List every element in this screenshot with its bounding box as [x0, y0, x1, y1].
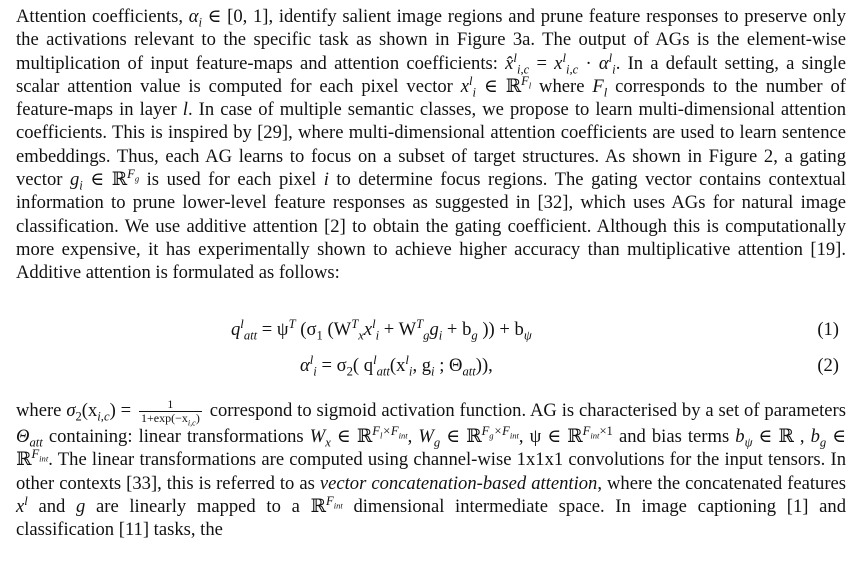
math-sub: ψ: [744, 435, 753, 450]
math-text: (x: [81, 399, 98, 421]
math-text: = ψ: [257, 319, 289, 340]
math-sub: i,c: [187, 418, 196, 428]
math-text: (σ: [295, 319, 317, 340]
math-text: )) + b: [477, 319, 524, 340]
math-sub: ψ: [523, 328, 532, 343]
text: where: [531, 75, 593, 97]
math-text: (W: [322, 319, 352, 340]
italic-term: vector concatenation-based attention: [319, 472, 598, 494]
math-sup: F: [325, 493, 334, 508]
math-text: ,: [407, 426, 419, 447]
math-x: x: [363, 319, 373, 340]
math-sub: i: [612, 62, 616, 77]
math-sub: l: [379, 430, 383, 441]
math-sub: i: [375, 328, 380, 343]
text: correspond to sigmoid activation function. AG is characterised by a set of parameters: [204, 399, 846, 421]
sigmoid-fraction: [139, 397, 202, 428]
text: corresponds to the number of feature-maps in layer: [16, 75, 846, 121]
math-sup: T: [416, 316, 424, 331]
math-b: b: [735, 426, 745, 447]
math-sub: l: [603, 85, 608, 100]
math-text: (x: [389, 355, 406, 376]
text: . In case of multiple semantic classes, we propose to learn multi-dimensional attention coefficients. This is inspired by [29], where multi-dimensional attention coefficients are used to learn sentence embeddings. Thus, each AG learns to focus on a subset of target structures. As shown in Figure 2, a gating vector: [16, 99, 846, 191]
paragraph-sigmoid-definition: [16, 398, 846, 541]
math-sub: att: [462, 364, 476, 379]
math-x: x: [460, 75, 470, 97]
math-sub: att: [243, 328, 258, 343]
math-sup: F: [31, 447, 40, 462]
math-sup: T: [288, 316, 296, 331]
text: , identify salient image regions and prune feature responses to preserve only the activations relevant to the specific task as shown in Figure 3a. The output of AGs is the element-wise multiplication of input feature-maps and attention coefficients:: [16, 6, 846, 74]
math-text: ∈ [0, 1]: [201, 6, 269, 27]
math-sub: 1: [316, 328, 323, 343]
math-sup: ×F: [493, 423, 510, 438]
equation-2: [0, 352, 865, 385]
math-sup: F: [127, 166, 135, 181]
math-sup: F: [481, 423, 490, 438]
math-F: F: [592, 75, 604, 97]
math-sup: l: [309, 352, 314, 367]
math-sub: g: [423, 328, 430, 343]
equation-2-body: [300, 352, 493, 379]
math-W: W: [309, 426, 326, 447]
math-text: ): [195, 411, 200, 425]
text: to determine focus regions. The gating vector contains contextual information to prune lower-level feature responses as suggested in [32], which uses AGs for natural image classification. We use additive attention [2] to obtain the gating coefficient. Although this is computationally more expensive, it has experimentally shown to achieve higher accuracy than multiplicative attention [19]. Additive attention is formulated as follows:: [16, 169, 846, 284]
math-text: ,: [518, 426, 524, 447]
math-sub: att: [376, 364, 390, 379]
math-text: ) =: [109, 399, 137, 421]
math-W: W: [418, 426, 434, 447]
math-sub: i: [438, 328, 443, 343]
math-l: l: [182, 99, 188, 121]
math-sup: l: [469, 73, 473, 88]
math-sup: ×1: [599, 423, 613, 438]
text: and bias terms: [612, 426, 736, 447]
math-sub: 2: [75, 409, 82, 424]
math-sub: i,c: [97, 409, 110, 424]
math-alpha: α: [598, 52, 609, 74]
math-b: b: [810, 426, 820, 447]
math-sub: int: [590, 430, 600, 441]
fraction-denominator: [139, 411, 202, 428]
math-sup: F: [582, 423, 591, 438]
math-text: ∈ ℝ: [16, 426, 847, 471]
math-sub: x: [358, 328, 364, 343]
math-i: i: [323, 169, 329, 191]
math-sup: l: [405, 352, 409, 367]
math-sub: att: [29, 435, 43, 450]
math-sub: g: [433, 435, 441, 450]
text: are linearly mapped to a: [85, 495, 311, 517]
math-sigma: σ: [66, 399, 76, 421]
math-text: 1+exp(−x: [141, 411, 188, 425]
text: . The linear transformations are computed using channel-wise 1x1x1 convolutions for the input tensors. In other contexts [33], this is referred to as: [16, 449, 846, 494]
math-text: + W: [379, 319, 417, 340]
math-sup: l: [373, 352, 377, 367]
math-text: = σ: [316, 355, 347, 376]
math-text: ·: [578, 52, 599, 74]
math-g: g: [70, 169, 80, 191]
math-text: + b: [442, 319, 472, 340]
equation-1-body: [231, 316, 532, 343]
math-sup: T: [351, 316, 359, 331]
math-sub: i: [79, 178, 83, 193]
math-sup: l: [240, 316, 244, 331]
math-text: ∈ ℝ: [440, 426, 482, 447]
math-sub: g: [489, 430, 494, 441]
math-sup: l: [562, 50, 566, 65]
math-sub: i: [408, 364, 413, 379]
math-sup: F: [372, 423, 380, 438]
text: Attention coefficients,: [16, 6, 189, 27]
math-sub: g: [134, 173, 140, 184]
text: and: [27, 495, 77, 517]
math-sup: F: [521, 73, 529, 88]
math-sup: l: [513, 50, 517, 65]
fraction-numerator: 1: [139, 398, 202, 412]
math-xhat: x̂: [505, 52, 514, 74]
math-g: g: [429, 319, 439, 340]
paragraph-attention-coefficients: [16, 5, 846, 285]
math-sub: i: [198, 15, 202, 30]
math-text: ; Θ: [434, 355, 463, 376]
math-sub: g: [471, 328, 478, 343]
text: . In a default setting, a single scalar attention value is computed for each pixel vector: [16, 52, 846, 97]
text: containing: linear transformations: [42, 426, 310, 447]
math-text: ψ ∈ ℝ: [523, 426, 583, 447]
math-text: ∈ ℝ: [82, 169, 128, 191]
math-text: )),: [475, 355, 493, 376]
math-theta: Θ: [16, 426, 30, 447]
math-text: ℝ: [310, 495, 326, 517]
math-sub: i,c: [516, 62, 530, 77]
math-sup: ×F: [382, 423, 399, 438]
math-sub: l: [528, 80, 532, 91]
math-sub: int: [333, 500, 343, 511]
math-sub: x: [325, 435, 331, 450]
math-text: ( q: [352, 355, 374, 376]
math-text: , g: [412, 355, 432, 376]
math-alpha: α: [300, 355, 310, 376]
math-text: ∈ ℝ: [330, 426, 373, 447]
math-sub: g: [819, 435, 827, 450]
math-sub: int: [398, 430, 408, 441]
math-sup: l: [372, 316, 376, 331]
math-sub: i,c: [565, 62, 579, 77]
math-text: =: [529, 52, 555, 74]
text: where: [16, 399, 67, 421]
math-sub: i: [431, 364, 435, 379]
equation-2-number: (2): [817, 355, 839, 376]
math-sub: 2: [346, 364, 353, 379]
math-x: x: [554, 52, 563, 74]
text: is used for each pixel: [139, 169, 324, 191]
math-sub: int: [509, 430, 519, 441]
text: , where the concatenated features: [597, 472, 847, 494]
math-sup: l: [24, 493, 28, 508]
math-sub: i: [472, 85, 477, 100]
text: dimensional intermediate space. In image captioning [1] and classification [11] tasks, the: [16, 495, 846, 541]
math-sub: i: [313, 364, 317, 379]
math-g: g: [76, 495, 86, 517]
math-q: q: [231, 319, 241, 340]
math-alpha: α: [188, 6, 199, 27]
math-text: ∈ ℝ ,: [752, 426, 811, 447]
equation-1: [0, 316, 865, 349]
math-text: ∈ ℝ: [476, 75, 522, 97]
math-sup: l: [608, 50, 613, 65]
math-x: x: [16, 495, 25, 517]
equation-1-number: (1): [817, 319, 839, 340]
math-sub: int: [39, 453, 49, 464]
